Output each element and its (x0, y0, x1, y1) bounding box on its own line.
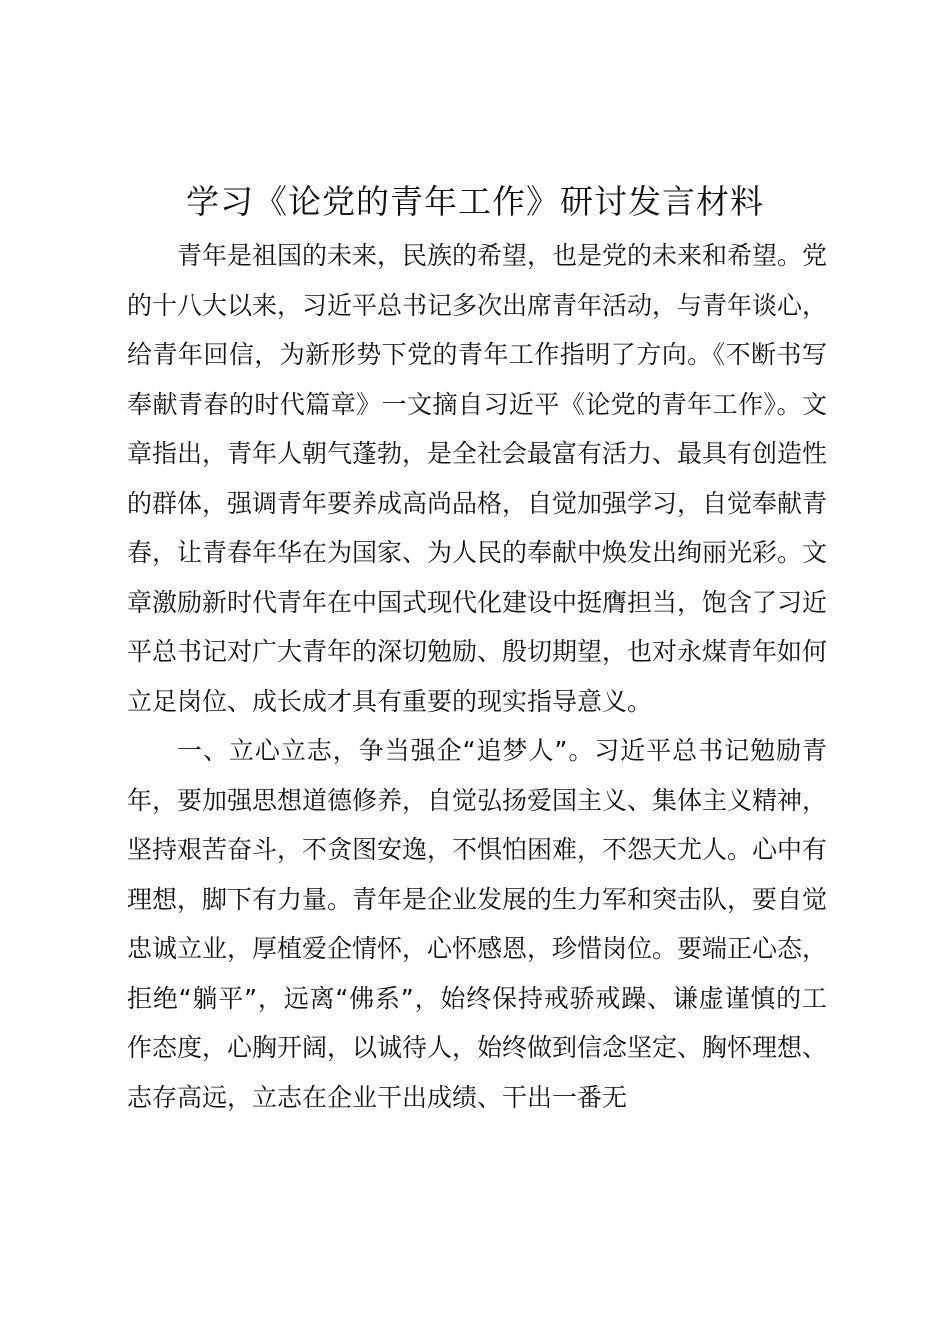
document-body (127, 231, 827, 1122)
section-one-paragraph: 一、立心立志，争当强企“追梦人”。习近平总书记勉励青年，要加强思想道德修养，自觉弘扬爱国主义、集体主义精神，坚持艰苦奋斗，不贪图安逸，不惧怕困难，不怨天尤人。心中有理想，脚下有力量。青年是企业发展的生力军和突击队，要自觉忠诚立业，厚植爱企情怀，心怀感恩，珍惜岗位。要端正心态，拒绝“躺平”，远离“佛系”，始终保持戒骄戒躁、谦虚谨慎的工作态度，心胸开阔，以诚待人，始终做到信念坚定、胸怀理想、志存高远，立志在企业干出成绩、干出一番无 (127, 736, 828, 1112)
intro-paragraph: 青年是祖国的未来，民族的希望，也是党的未来和希望。党的十八大以来，习近平总书记多次出席青年活动，与青年谈心，给青年回信，为新形势下党的青年工作指明了方向。《不断书写奉献青春的时代篇章》一文摘自习近平《论党的青年工作》。文章指出，青年人朝气蓬勃，是全社会最富有活力、最具有创造性的群体，强调青年要养成高尚品格，自觉加强学习，自觉奉献青春，让青春年华在为国家、为人民的奉献中焕发出绚丽光彩。文章激励新时代青年在中国式现代化建设中挺膺担当，饱含了习近平总书记对广大青年的深切勉励、殷切期望，也对永煤青年如何立足岗位、成长成才具有重要的现实指导意义。 (127, 241, 828, 716)
document-title: 学习《论党的青年工作》研讨发言材料 (186, 182, 764, 221)
